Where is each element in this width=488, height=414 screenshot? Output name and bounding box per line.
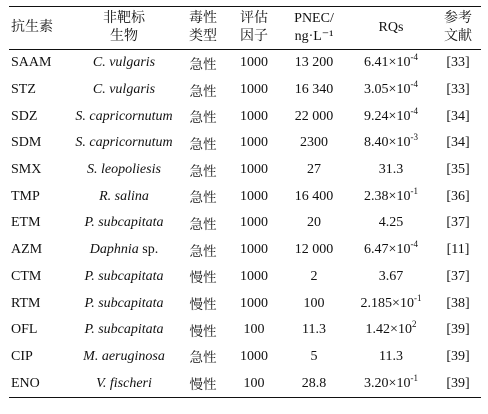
assessment-factor-cell bbox=[227, 317, 281, 344]
pnec-cell bbox=[281, 317, 347, 344]
column-header-antibiotic bbox=[9, 7, 69, 50]
reference-cell bbox=[435, 370, 481, 397]
column-header-line: 因子 bbox=[240, 29, 268, 44]
reference-cell bbox=[435, 317, 481, 344]
rq-value: 6.47×10 bbox=[364, 242, 411, 258]
organism-cell bbox=[69, 77, 179, 104]
antibiotic-cell bbox=[9, 370, 69, 397]
reference-cell bbox=[435, 290, 481, 317]
column-header-line: 毒性 bbox=[189, 11, 217, 26]
pnec-value: 5 bbox=[310, 348, 318, 364]
column-header-line: 评估 bbox=[240, 11, 268, 26]
pnec-value: 16 340 bbox=[294, 82, 334, 98]
pnec-cell bbox=[281, 103, 347, 130]
toxicity-type-cell bbox=[179, 103, 227, 130]
toxicity-type: 慢性 bbox=[189, 297, 217, 314]
table-row bbox=[9, 344, 481, 371]
antibiotic-name: ETM bbox=[11, 215, 41, 231]
antibiotic-name: SDM bbox=[11, 135, 42, 151]
assessment-factor: 1000 bbox=[240, 55, 268, 71]
toxicity-type: 慢性 bbox=[189, 270, 217, 287]
organism-cell bbox=[69, 237, 179, 264]
assessment-factor-cell bbox=[227, 77, 281, 104]
toxicity-type-cell bbox=[179, 130, 227, 157]
reference-cell bbox=[435, 157, 481, 184]
toxicity-type-cell bbox=[179, 237, 227, 264]
reference-cell bbox=[435, 210, 481, 237]
antibiotic-cell bbox=[9, 317, 69, 344]
reference-number: [35] bbox=[446, 162, 470, 178]
rq-cell bbox=[347, 264, 435, 291]
pnec-value: 100 bbox=[303, 295, 325, 311]
reference-number: [38] bbox=[446, 295, 470, 311]
toxicity-type: 慢性 bbox=[189, 323, 217, 340]
antibiotic-name: AZM bbox=[11, 242, 43, 258]
column-header-reference bbox=[435, 7, 481, 50]
assessment-factor: 1000 bbox=[240, 215, 268, 231]
rq-cell bbox=[347, 183, 435, 210]
antibiotic-cell bbox=[9, 103, 69, 130]
antibiotic-name: STZ bbox=[11, 82, 36, 98]
assessment-factor: 1000 bbox=[240, 82, 268, 98]
rq-value: 2.185×10 bbox=[360, 295, 414, 311]
rq-cell bbox=[347, 344, 435, 371]
toxicity-type: 急性 bbox=[189, 56, 217, 73]
antibiotic-name: SDZ bbox=[11, 108, 38, 124]
toxicity-type: 急性 bbox=[189, 163, 217, 180]
assessment-factor: 1000 bbox=[240, 135, 268, 151]
table-row bbox=[9, 264, 481, 291]
antibiotic-cell bbox=[9, 130, 69, 157]
antibiotic-name: OFL bbox=[11, 322, 38, 338]
column-header-assessment-factor bbox=[227, 7, 281, 50]
pnec-value: 27 bbox=[307, 162, 321, 178]
assessment-factor: 1000 bbox=[240, 242, 268, 258]
column-header-line: 生物 bbox=[110, 29, 138, 44]
antibiotic-name: CIP bbox=[11, 348, 33, 364]
table-row bbox=[9, 130, 481, 157]
pnec-cell bbox=[281, 237, 347, 264]
organism-species: P. subcapitata bbox=[84, 268, 164, 284]
pnec-value: 16 400 bbox=[294, 188, 334, 204]
rq-cell bbox=[347, 370, 435, 397]
organism-species: C. vulgaris bbox=[92, 82, 156, 98]
organism-species: P. subcapitata bbox=[84, 322, 164, 338]
rq-exponent: -4 bbox=[410, 105, 418, 116]
table-row bbox=[9, 50, 481, 77]
toxicity-type: 急性 bbox=[189, 83, 217, 100]
rq-exponent: -4 bbox=[410, 239, 418, 250]
column-header-line: 参考 bbox=[444, 11, 472, 26]
assessment-factor-cell bbox=[227, 157, 281, 184]
antibiotic-cell bbox=[9, 264, 69, 291]
rq-value: 31.3 bbox=[378, 162, 404, 178]
antibiotic-cell bbox=[9, 290, 69, 317]
organism-cell bbox=[69, 103, 179, 130]
organism-species: P. subcapitata bbox=[84, 295, 164, 311]
antibiotic-cell bbox=[9, 50, 69, 77]
pnec-value: 28.8 bbox=[301, 375, 327, 391]
organism-cell bbox=[69, 370, 179, 397]
rq-value: 1.42×10 bbox=[365, 322, 412, 338]
table-row bbox=[9, 317, 481, 344]
toxicity-type-cell bbox=[179, 370, 227, 397]
rq-cell bbox=[347, 130, 435, 157]
rq-exponent: -1 bbox=[410, 372, 418, 383]
toxicity-type-cell bbox=[179, 183, 227, 210]
pnec-cell bbox=[281, 290, 347, 317]
rq-value: 11.3 bbox=[379, 348, 403, 364]
rq-cell bbox=[347, 77, 435, 104]
organism-cell bbox=[69, 130, 179, 157]
reference-cell bbox=[435, 264, 481, 291]
reference-cell bbox=[435, 103, 481, 130]
pnec-cell bbox=[281, 77, 347, 104]
rq-value: 3.20×10 bbox=[364, 375, 411, 391]
organism-species: Daphnia bbox=[89, 242, 139, 258]
assessment-factor-cell bbox=[227, 210, 281, 237]
toxicity-type-cell bbox=[179, 77, 227, 104]
rq-exponent: -1 bbox=[410, 185, 418, 196]
assessment-factor: 1000 bbox=[240, 108, 268, 124]
column-header-line: 抗生素 bbox=[11, 20, 53, 35]
antibiotic-name: ENO bbox=[11, 375, 40, 391]
reference-number: [39] bbox=[446, 375, 470, 391]
pnec-cell bbox=[281, 157, 347, 184]
organism-cell bbox=[69, 183, 179, 210]
toxicity-type-cell bbox=[179, 210, 227, 237]
pnec-value: 2300 bbox=[300, 135, 328, 151]
organism-species: S. capricornutum bbox=[75, 135, 173, 151]
antibiotic-name: RTM bbox=[11, 295, 41, 311]
pnec-value: 12 000 bbox=[294, 242, 334, 258]
reference-cell bbox=[435, 50, 481, 77]
reference-cell bbox=[435, 344, 481, 371]
column-header-toxicity-type bbox=[179, 7, 227, 50]
toxicity-type: 慢性 bbox=[189, 377, 217, 394]
organism-species: C. vulgaris bbox=[92, 55, 156, 71]
reference-number: [11] bbox=[446, 242, 470, 258]
toxicity-type: 急性 bbox=[189, 190, 217, 207]
antibiotic-name: CTM bbox=[11, 268, 42, 284]
organism-species: S. capricornutum bbox=[75, 108, 173, 124]
assessment-factor: 1000 bbox=[240, 268, 268, 284]
table-row bbox=[9, 103, 481, 130]
reference-cell bbox=[435, 183, 481, 210]
column-header-pnec bbox=[281, 7, 347, 50]
assessment-factor-cell bbox=[227, 103, 281, 130]
assessment-factor-cell bbox=[227, 370, 281, 397]
organism-species: R. salina bbox=[99, 188, 149, 204]
assessment-factor-cell bbox=[227, 130, 281, 157]
rq-cell bbox=[347, 290, 435, 317]
antibiotic-cell bbox=[9, 157, 69, 184]
organism-species: P. subcapitata bbox=[84, 215, 164, 231]
rq-cell bbox=[347, 317, 435, 344]
reference-cell bbox=[435, 130, 481, 157]
table-row bbox=[9, 210, 481, 237]
pnec-cell bbox=[281, 264, 347, 291]
column-header-line: 文献 bbox=[444, 29, 472, 44]
rq-value: 4.25 bbox=[378, 215, 404, 231]
reference-number: [37] bbox=[446, 215, 470, 231]
rq-exponent: 2 bbox=[411, 319, 417, 330]
rq-value: 2.38×10 bbox=[364, 188, 411, 204]
assessment-factor: 1000 bbox=[240, 295, 268, 311]
rq-value: 3.67 bbox=[378, 268, 404, 284]
column-header-line: RQs bbox=[378, 20, 404, 35]
reference-number: [39] bbox=[446, 348, 470, 364]
rq-value: 9.24×10 bbox=[364, 108, 411, 124]
antibiotic-cell bbox=[9, 344, 69, 371]
table-body bbox=[9, 50, 481, 398]
reference-cell bbox=[435, 237, 481, 264]
toxicity-type: 急性 bbox=[189, 136, 217, 153]
pnec-cell bbox=[281, 344, 347, 371]
rq-cell bbox=[347, 210, 435, 237]
assessment-factor: 100 bbox=[243, 375, 265, 391]
toxicity-type-cell bbox=[179, 344, 227, 371]
organism-cell bbox=[69, 264, 179, 291]
reference-number: [33] bbox=[446, 55, 470, 71]
pnec-value: 22 000 bbox=[294, 108, 334, 124]
antibiotic-risk-table bbox=[9, 6, 481, 398]
assessment-factor-cell bbox=[227, 237, 281, 264]
column-header-line: ng·L⁻¹ bbox=[294, 29, 334, 44]
reference-number: [34] bbox=[446, 135, 470, 151]
pnec-value: 13 200 bbox=[294, 55, 334, 71]
antibiotic-cell bbox=[9, 77, 69, 104]
reference-cell bbox=[435, 77, 481, 104]
reference-number: [36] bbox=[446, 188, 470, 204]
table-row bbox=[9, 157, 481, 184]
toxicity-type: 急性 bbox=[189, 216, 217, 233]
antibiotic-cell bbox=[9, 237, 69, 264]
organism-species: M. aeruginosa bbox=[83, 348, 165, 364]
table-row bbox=[9, 370, 481, 397]
assessment-factor-cell bbox=[227, 264, 281, 291]
column-header-line: 类型 bbox=[189, 29, 217, 44]
table-row bbox=[9, 290, 481, 317]
pnec-cell bbox=[281, 210, 347, 237]
pnec-value: 20 bbox=[307, 215, 321, 231]
rq-cell bbox=[347, 237, 435, 264]
toxicity-type-cell bbox=[179, 264, 227, 291]
rq-cell bbox=[347, 50, 435, 77]
pnec-value: 11.3 bbox=[302, 322, 326, 338]
organism-species: V. fischeri bbox=[96, 375, 152, 391]
organism-cell bbox=[69, 317, 179, 344]
antibiotic-name: SAAM bbox=[11, 55, 52, 71]
organism-cell bbox=[69, 210, 179, 237]
rq-cell bbox=[347, 103, 435, 130]
assessment-factor: 1000 bbox=[240, 188, 268, 204]
pnec-value: 2 bbox=[310, 268, 318, 284]
reference-number: [37] bbox=[446, 268, 470, 284]
toxicity-type-cell bbox=[179, 290, 227, 317]
organism-cell bbox=[69, 344, 179, 371]
table-row bbox=[9, 183, 481, 210]
assessment-factor: 1000 bbox=[240, 162, 268, 178]
rq-value: 6.41×10 bbox=[364, 55, 411, 71]
assessment-factor: 100 bbox=[243, 322, 265, 338]
toxicity-type-cell bbox=[179, 317, 227, 344]
organism-cell bbox=[69, 157, 179, 184]
toxicity-type: 急性 bbox=[189, 350, 217, 367]
organism-cell bbox=[69, 290, 179, 317]
column-header-organism bbox=[69, 7, 179, 50]
assessment-factor-cell bbox=[227, 290, 281, 317]
toxicity-type: 急性 bbox=[189, 110, 217, 127]
table-header bbox=[9, 7, 481, 50]
antibiotic-cell bbox=[9, 210, 69, 237]
column-header-line: 非靶标 bbox=[103, 11, 145, 26]
table-row bbox=[9, 237, 481, 264]
reference-number: [39] bbox=[446, 322, 470, 338]
pnec-cell bbox=[281, 130, 347, 157]
column-header-line: PNEC/ bbox=[294, 11, 334, 26]
rq-value: 8.40×10 bbox=[364, 135, 411, 151]
assessment-factor-cell bbox=[227, 50, 281, 77]
pnec-cell bbox=[281, 50, 347, 77]
organism-suffix: sp. bbox=[138, 242, 159, 258]
toxicity-type-cell bbox=[179, 157, 227, 184]
organism-cell bbox=[69, 50, 179, 77]
rq-exponent: -4 bbox=[410, 79, 418, 90]
antibiotic-name: SMX bbox=[11, 162, 42, 178]
toxicity-type-cell bbox=[179, 50, 227, 77]
antibiotic-name: TMP bbox=[11, 188, 40, 204]
toxicity-type: 急性 bbox=[189, 243, 217, 260]
assessment-factor-cell bbox=[227, 183, 281, 210]
pnec-cell bbox=[281, 370, 347, 397]
header-row bbox=[9, 7, 481, 50]
rq-value: 3.05×10 bbox=[364, 82, 411, 98]
pnec-cell bbox=[281, 183, 347, 210]
column-header-rqs bbox=[347, 7, 435, 50]
antibiotic-cell bbox=[9, 183, 69, 210]
rq-cell bbox=[347, 157, 435, 184]
table-row bbox=[9, 77, 481, 104]
organism-species: S. leopoliesis bbox=[87, 162, 161, 178]
rq-exponent: -4 bbox=[410, 52, 418, 63]
assessment-factor-cell bbox=[227, 344, 281, 371]
assessment-factor: 1000 bbox=[240, 348, 268, 364]
rq-exponent: -3 bbox=[410, 132, 418, 143]
reference-number: [33] bbox=[446, 82, 470, 98]
rq-exponent: -1 bbox=[413, 292, 422, 303]
reference-number: [34] bbox=[446, 108, 470, 124]
